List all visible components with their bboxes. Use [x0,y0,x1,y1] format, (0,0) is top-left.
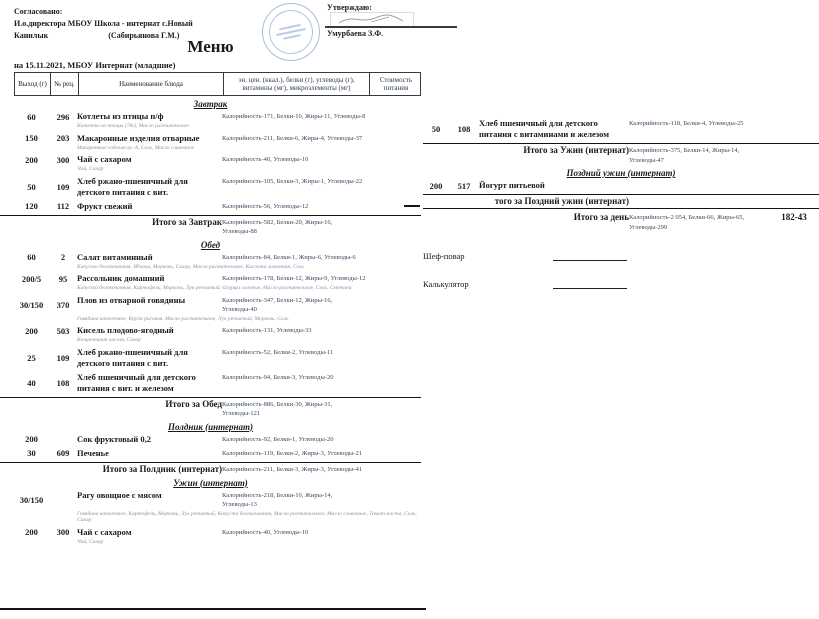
menu-item-row [0,295,421,323]
dish-ingredients: Макаронные изделия гр. А, Соль, Масло сливочное [77,144,195,151]
dish-nutrition: Калорийность-40, Углеводы-10 [222,156,309,163]
total-row [0,215,421,237]
dish-nutrition: Калорийность-347, Белки-12, Жиры-16, Углеводы-40 [222,296,333,313]
recipe-number: 108 [457,124,471,134]
page-title: Меню [187,37,234,56]
dish-ingredients: Говядина котлетное, Крупа рисовая, Масло растительное, Лук репчатый, Морковь, Соль [77,315,289,322]
menu-right-column [423,118,819,289]
menu-date: на 15.11.2021, МБОУ Интернат (младшие) [14,60,176,70]
table-bottom-rule [0,608,426,610]
total-nutrition: Калорийность-375, Белки-14, Жиры-14, Углеводы-47 [629,147,740,164]
serving-size: 200 [25,325,38,336]
dish-ingredients: Говядина котлетное, Картофель, Морковь, Лук репчатый, Капуста белокочанная, Масло растительное; Масло сливочное, Томат-паста, Соль, Сахар [77,510,417,523]
dish-ingredients: Капуста белокочанная, Яблоки, Морковь, Сахар, Масло растительное, Кислота лимонная, Соль [77,263,304,270]
dish-nutrition: Калорийность-105, Белки-3, Жиры-1, Углеводы-22 [222,177,363,185]
dish-name: Рассольник домашний [77,273,165,283]
dish-nutrition: Калорийность-218, Белки-10, Жиры-14, Углеводы-13 [222,491,333,508]
col-header-out: Выход (г) [18,80,47,88]
agreed-line2: Канилык (Сабирьянова Г.М.) [14,31,180,40]
menu-item-row [0,490,421,524]
dish-nutrition: Калорийность-94, Белки-3, Углеводы-20 [222,373,334,381]
total-nutrition: Калорийность-886, Белки-30, Жиры-31, Углеводы-121 [222,400,333,417]
menu-item-row [0,111,421,130]
recipe-number: 300 [56,527,70,537]
calculator-signature-row [423,278,819,289]
dish-nutrition: Калорийность-56, Углеводы-12 [222,202,309,210]
menu-item-row [0,527,421,546]
total-label: Итого за день [573,212,629,222]
dish-ingredients: Котлеты из птицы (78г), Масло растительное [77,123,189,129]
serving-size: 120 [25,201,38,211]
section-title: Завтрак [193,99,228,109]
recipe-number: 112 [56,201,70,211]
recipe-number: 109 [56,352,70,363]
recipe-number: 2 [60,252,66,262]
dish-nutrition: Калорийность-84, Белки-1, Жиры-6, Углеводы-6 [222,253,356,261]
recipe-number: 203 [56,133,70,143]
menu-item-row [0,154,421,173]
dish-name: Хлеб пшеничный для детского питания с витаминами и железом [479,118,610,139]
dish-name: Салат витаминный [77,251,153,262]
recipe-number: 95 [58,273,68,284]
serving-size: 30 [27,448,36,458]
approver-signature-rule [325,26,457,28]
dish-name: Котлеты из птицы п/ф [77,111,164,121]
chef-signature-row [423,250,819,261]
dish-nutrition: Калорийность-211, Белки-6, Жиры-4, Углеводы-37 [222,134,363,142]
total-row [423,143,819,165]
serving-size: 50 [27,181,36,192]
section-title: Полдник (интернат) [167,421,254,432]
total-nutrition: Калорийность-211, Белки-3, Жиры-3, Углеводы-41 [222,465,363,473]
total-label: того за Поздний ужин (интернат) [494,196,629,206]
menu-item-row [0,201,421,212]
total-nutrition: Калорийность-2 054, Белки-66, Жиры-65, Углеводы-299 [629,214,745,231]
recipe-number: 108 [56,377,70,388]
menu-item-row [0,372,421,394]
total-label: Итого за Обед [165,398,222,409]
dish-name: Кисель плодово-ягодный [77,325,174,335]
recipe-number: 370 [56,299,70,310]
total-row [423,211,819,232]
menu-item-row [0,347,421,369]
approved-name: Умурбаева З.Ф. [327,29,384,38]
dish-nutrition: Калорийность-131, Углеводы-33 [222,327,312,334]
dish-ingredients: Чай, Сахар [77,538,104,545]
dish-name: Хлеб ржано-пшеничный для детского питания с вит. [77,175,188,197]
serving-size: 60 [27,252,36,262]
menu-left-column [0,72,421,548]
serving-size: 150 [25,133,38,143]
dish-name: Чай с сахаром [77,154,132,164]
col-header-cost: Стоимость питания [369,73,422,95]
menu-item-row [0,434,421,445]
dish-name: Йогурт питьевой [479,180,545,190]
total-row [0,397,421,419]
serving-size: 200 [429,180,443,191]
dish-nutrition: Калорийность-40, Углеводы-10 [222,528,309,536]
serving-size: 60 [27,111,36,122]
menu-item-row [0,133,421,152]
dish-nutrition: Калорийность-171, Белки-10, Жиры-11, Углеводы-8 [222,113,366,120]
menu-item-row [0,176,421,198]
col-header-rec: № рец. [50,73,78,95]
col-header-nutrition: эн. цен. (ккал.), белки (г), углеводы (г), витамины (мг), микроэлементы (мг) [223,73,369,95]
dish-ingredients: Чай, Сахар [77,166,104,172]
approved-label: Утверждаю: [327,3,372,12]
menu-item-row [0,273,421,292]
recipe-number: 296 [56,111,70,122]
dish-name: Рагу овощное с мясом [77,489,162,500]
dish-name: Плов из отварной говядины [77,294,186,305]
total-row [423,194,819,209]
serving-size: 200/5 [21,273,42,284]
dish-ingredients: Капуста белокочанная, Картофель, Морковь, Лук репчатый, Огурцы соленые, Масло растительное, Соль, Сметана [77,285,352,291]
menu-item-row [0,252,421,271]
dish-name: Чай с сахаром [77,526,132,537]
total-label: Итого за Полдник (интернат) [102,463,222,474]
total-row [0,462,421,475]
section-title: Ужин (интернат) [173,477,248,488]
agreed-line1: И.о.директора МБОУ Школа - интернат с.Новый [14,19,193,28]
agreed-label: Согласовано: [14,7,63,16]
dish-name: Макаронные изделия отварные [77,132,200,143]
dish-name: Хлеб пшеничный для детского питания с вит. и железом [77,371,196,393]
serving-size: 200 [25,527,38,537]
menu-item-row [423,180,819,191]
recipe-number: 300 [56,154,70,165]
recipe-number: 517 [457,180,471,191]
rule-fragment [404,205,420,207]
serving-size: 50 [431,124,441,134]
total-cost: 182-43 [781,212,807,222]
serving-size: 40 [27,377,36,388]
chef-label: Шеф-повар [423,251,465,261]
dish-name: Хлеб ржано-пшеничный для детского питания с вит. [77,346,188,368]
dish-name: Печенье [77,447,109,458]
col-header-name: Наименование блюда [78,73,223,95]
dish-nutrition: Калорийность-118, Белки-4, Углеводы-25 [629,120,744,127]
total-label: Итого за Ужин (интернат) [523,145,629,155]
serving-size: 30/150 [19,299,44,310]
section-title: Поздний ужин (интернат) [566,168,676,178]
calculator-label: Калькулятор [423,279,469,289]
approver-signature [330,12,414,27]
serving-size: 25 [27,352,36,363]
dish-nutrition: Калорийность-178, Белки-12, Жиры-9, Углеводы-12 [222,275,366,282]
dish-nutrition: Калорийность-92, Белки-1, Углеводы-20 [222,435,334,443]
recipe-number: 503 [56,325,70,336]
dish-nutrition: Калорийность-52, Белки-2, Углеводы-11 [222,348,334,356]
serving-size: 200 [25,434,38,444]
serving-size: 200 [25,154,38,165]
dish-name: Сок фруктовый 0,2 [77,433,152,444]
dish-name: Фрукт свежий [77,200,133,211]
recipe-number: 609 [56,448,70,458]
total-label: Итого за Завтрак [152,216,222,227]
menu-left-rows [0,98,421,545]
total-nutrition: Калорийность-582, Белки-20, Жиры-16, Углеводы-88 [222,218,333,235]
table-header-row [14,72,421,96]
recipe-number: 109 [56,181,70,192]
menu-item-row [0,325,421,344]
menu-right-rows [423,118,819,232]
serving-size: 30/150 [19,494,44,505]
menu-item-row [0,448,421,459]
chef-signature-line [553,250,627,261]
dish-ingredients: Концентрат киселя, Сахар [77,337,141,343]
calculator-signature-line [553,278,627,289]
menu-item-row [423,118,819,140]
dish-nutrition: Калорийность-119, Белки-2, Жиры-3, Углеводы-21 [222,449,363,457]
section-title: Обед [200,239,221,250]
